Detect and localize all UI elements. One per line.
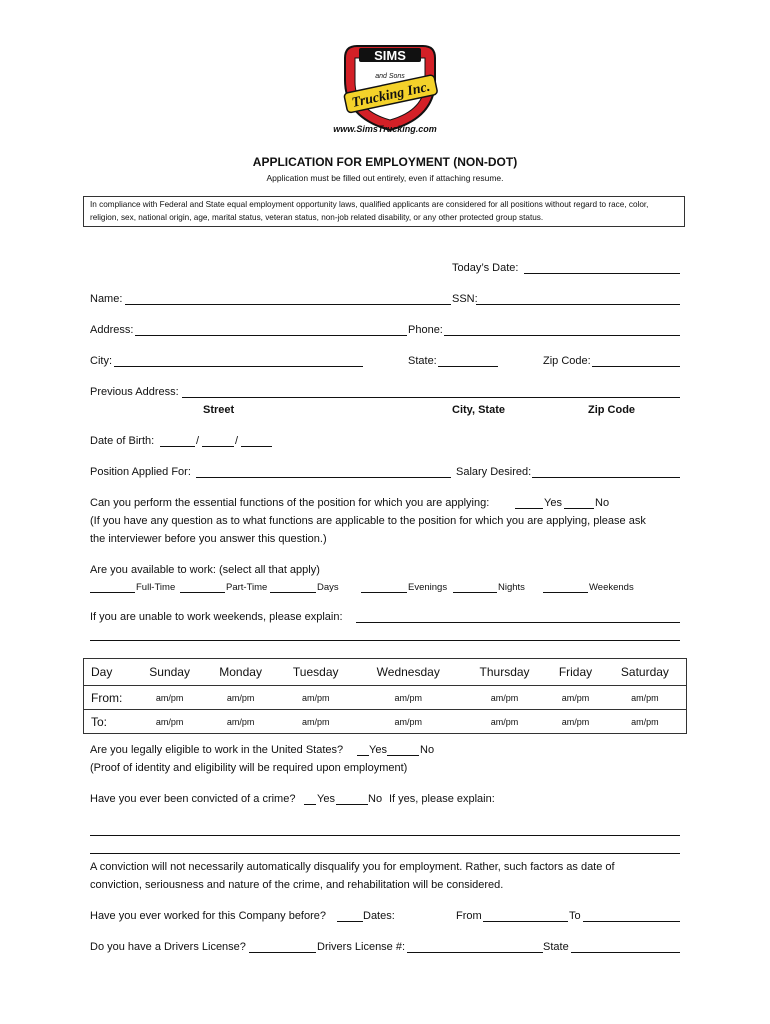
eligibility-no-field[interactable] [387, 755, 419, 756]
eligibility-no-label: No [420, 744, 435, 756]
full-time-field[interactable] [90, 592, 135, 593]
schedule-to-thursday[interactable]: am/pm [490, 716, 519, 727]
previous-work-from-field[interactable] [483, 921, 568, 922]
todays-date-label: Today’s Date: [452, 262, 519, 274]
schedule-day-monday: Monday [204, 659, 277, 686]
logo-url: www.SimsTrucking.com [333, 124, 437, 134]
essential-yes-label: Yes [544, 497, 562, 509]
weekends-field[interactable] [543, 592, 588, 593]
schedule-from-saturday[interactable]: am/pm [604, 686, 687, 710]
drivers-license-number-field[interactable] [407, 952, 543, 953]
name-label: Name: [90, 293, 123, 305]
essential-no-label: No [595, 497, 610, 509]
crime-explain-field-line1[interactable] [90, 835, 680, 836]
schedule-day-sunday: Sunday [135, 659, 204, 686]
schedule-day-saturday: Saturday [604, 659, 687, 686]
essential-note-line1: (If you have any question as to what functions are applicable to the position for which you are applying, please ask [90, 515, 646, 527]
drivers-license-answer-field[interactable] [249, 952, 316, 953]
schedule-to-label: To: [91, 714, 108, 729]
crime-explain-label: If yes, please explain: [389, 793, 495, 805]
schedule-from-wednesday[interactable]: am/pm [355, 686, 462, 710]
eligibility-yes-label: Yes [369, 744, 387, 756]
salary-field[interactable] [532, 477, 680, 478]
nights-label: Nights [498, 582, 525, 593]
phone-field[interactable] [444, 335, 680, 336]
full-time-label: Full-Time [136, 582, 176, 593]
schedule-from-label: From: [84, 686, 136, 710]
part-time-label: Part-Time [226, 582, 268, 593]
ssn-field[interactable] [476, 304, 680, 305]
name-field[interactable] [125, 304, 451, 305]
address-field[interactable] [135, 335, 407, 336]
part-time-field[interactable] [180, 592, 225, 593]
dob-label: Date of Birth: [90, 435, 155, 447]
crime-disclaimer-line1: A conviction will not necessarily automatically disqualify you for employment. Rather, such factors as date of [90, 861, 615, 873]
phone-label: Phone: [408, 324, 443, 336]
logo-script-text: Trucking Inc. [350, 79, 432, 111]
schedule-to-monday[interactable]: am/pm [226, 716, 255, 727]
schedule-to-tuesday[interactable]: am/pm [301, 716, 330, 727]
weekends-explain-label: If you are unable to work weekends, please explain: [90, 611, 343, 623]
crime-yes-label: Yes [317, 793, 335, 805]
weekends-explain-field[interactable] [356, 622, 680, 623]
drivers-license-state-field[interactable] [571, 952, 680, 953]
previous-address-field[interactable] [182, 397, 680, 398]
eligibility-question: Are you legally eligible to work in the United States? [90, 744, 344, 756]
dob-separator: / [235, 435, 239, 447]
essential-functions-question: Can you perform the essential functions of the position for which you are applying: [90, 497, 490, 509]
schedule-to-row [84, 710, 687, 734]
dob-month-field[interactable] [160, 446, 195, 447]
previous-work-to-field[interactable] [583, 921, 680, 922]
schedule-to-saturday[interactable]: am/pm [631, 716, 659, 727]
crime-explain-field-line2[interactable] [90, 853, 680, 854]
position-field[interactable] [196, 477, 451, 478]
salary-label: Salary Desired: [456, 466, 532, 478]
page-title: APPLICATION FOR EMPLOYMENT (NON-DOT) [252, 155, 518, 169]
previous-work-question: Have you ever worked for this Company before? [90, 910, 327, 922]
schedule-day-tuesday: Tuesday [277, 659, 355, 686]
drivers-license-state-label: State [543, 941, 569, 953]
schedule-from-tuesday[interactable]: am/pm [277, 686, 355, 710]
dob-separator: / [196, 435, 200, 447]
zip-label: Zip Code: [543, 355, 591, 367]
state-field[interactable] [438, 366, 498, 367]
drivers-license-number-label: Drivers License #: [317, 941, 406, 953]
evenings-field[interactable] [361, 592, 407, 593]
state-label: State: [408, 355, 437, 367]
schedule-from-sunday[interactable]: am/pm [135, 686, 204, 710]
drivers-license-question: Do you have a Drivers License? [90, 941, 246, 953]
eeo-notice: In compliance with Federal and State equal employment opportunity laws, qualified applicants are considered for all positions without regard to race, color, religion, sex, national origin, age, marital status, veteran status, non-job related disability, or any other protected group status. [83, 196, 685, 227]
previous-work-from-label: From [456, 910, 482, 922]
previous-work-dates-label: Dates: [363, 910, 395, 922]
schedule-day-wednesday: Wednesday [355, 659, 462, 686]
schedule-day-friday: Friday [547, 659, 604, 686]
zip-field[interactable] [592, 366, 680, 367]
crime-no-label: No [368, 793, 383, 805]
city-field[interactable] [114, 366, 363, 367]
nights-field[interactable] [453, 592, 497, 593]
schedule-from-row [84, 686, 687, 710]
previous-work-answer-field[interactable] [337, 921, 363, 922]
essential-no-field[interactable] [564, 508, 594, 509]
essential-note-line2: the interviewer before you answer this question.) [90, 533, 327, 545]
logo-sub-text: and Sons [375, 73, 405, 80]
previous-work-to-label: To [569, 910, 581, 922]
address-label: Address: [90, 324, 134, 336]
schedule-from-friday[interactable]: am/pm [547, 686, 604, 710]
schedule-to-friday[interactable]: am/pm [561, 716, 590, 727]
schedule-from-thursday[interactable]: am/pm [462, 686, 547, 710]
essential-yes-field[interactable] [515, 508, 543, 509]
crime-yes-field[interactable] [304, 804, 316, 805]
days-label: Days [317, 582, 339, 593]
weekends-label: Weekends [589, 582, 634, 593]
dob-day-field[interactable] [202, 446, 234, 447]
logo-brand-text: SIMS [374, 48, 406, 63]
previous-address-street-caption: Street [203, 404, 235, 416]
previous-address-zip-caption: Zip Code [588, 404, 636, 416]
previous-address-label: Previous Address: [90, 386, 179, 398]
availability-schedule-table [83, 658, 687, 734]
availability-question: Are you available to work: (select all that apply) [90, 564, 320, 576]
evenings-label: Evenings [408, 582, 448, 593]
schedule-to-sunday[interactable]: am/pm [155, 716, 184, 727]
dob-year-field[interactable] [241, 446, 272, 447]
city-label: City: [90, 355, 112, 367]
position-label: Position Applied For: [90, 466, 191, 478]
schedule-header-row [84, 659, 687, 686]
crime-no-field[interactable] [336, 804, 368, 805]
page-subtitle: Application must be filled out entirely, even if attaching resume. [266, 173, 504, 183]
crime-question: Have you ever been convicted of a crime? [90, 793, 296, 805]
days-field[interactable] [270, 592, 316, 593]
todays-date-field[interactable] [524, 273, 680, 274]
crime-disclaimer-line2: conviction, seriousness and nature of the crime, and rehabilitation will be considered. [90, 879, 504, 891]
schedule-to-wednesday[interactable]: am/pm [394, 716, 422, 727]
previous-address-city-state-caption: City, State [452, 404, 505, 416]
weekends-explain-field-line2[interactable] [90, 640, 680, 641]
schedule-from-monday[interactable]: am/pm [204, 686, 277, 710]
ssn-label: SSN: [452, 293, 478, 305]
eligibility-yes-field[interactable] [357, 755, 369, 756]
schedule-day-thursday: Thursday [462, 659, 547, 686]
schedule-day-header: Day [84, 659, 136, 686]
eligibility-note: (Proof of identity and eligibility will be required upon employment) [90, 762, 408, 774]
